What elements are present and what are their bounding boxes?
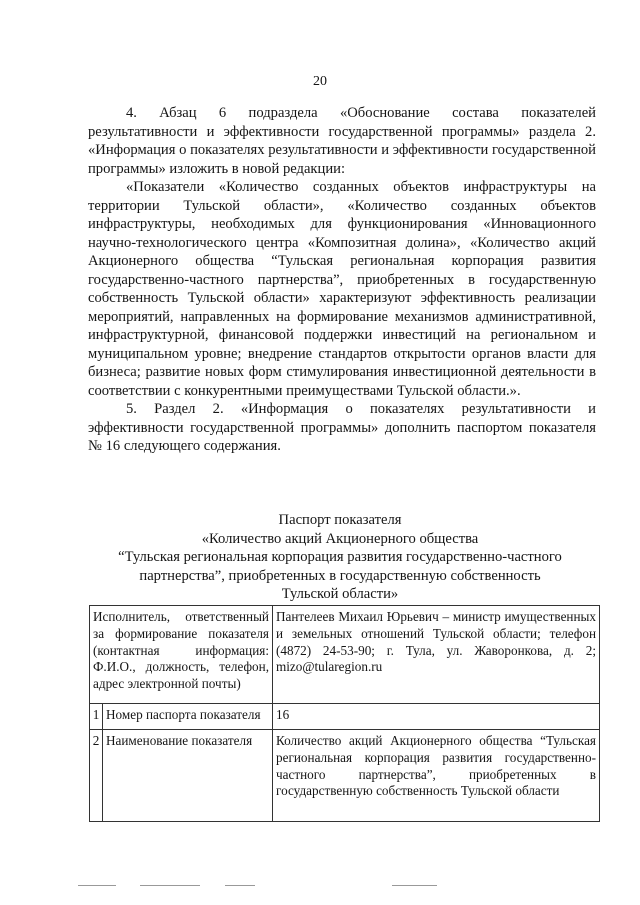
indicator-name-label-cell: Наименование показателя	[103, 730, 273, 822]
table-row	[90, 730, 600, 822]
passport-subtitle-line: Тульской области»	[281, 586, 399, 602]
passport-title: Паспорт показателя	[278, 512, 402, 528]
passport-subtitle-line: «Количество акций Акционерного общества	[201, 530, 479, 547]
paragraph-item-5: 5. Раздел 2. «Информация о показателях результативности и эффективности государственной программы» дополнить паспортом показателя № 16 следующего содержания.	[88, 401, 596, 454]
passport-table	[89, 605, 600, 822]
scan-artifact	[392, 885, 437, 886]
page-number: 20	[313, 74, 327, 89]
executor-label-cell: Исполнитель, ответственный за формирование показателя (контактная информация: Ф.И.О., должность, телефон, адрес электронной почты)	[90, 606, 273, 704]
scan-artifact	[225, 885, 255, 886]
table-row	[90, 704, 600, 730]
table-row	[90, 606, 600, 704]
scan-artifact	[140, 885, 200, 886]
passport-subtitle-line: партнерства”, приобретенных в государственную собственность	[139, 567, 541, 584]
paragraph-item-4: 4. Абзац 6 подраздела «Обоснование состава показателей результативности и эффективности государственной программы» раздела 2. «Информация о показателях результативности и эффективности государственной программы» изложить в новой редакции:	[88, 105, 596, 177]
indicator-name-value-cell: Количество акций Акционерного общества “Тульская региональная корпорация развития государственно-частного партнерства”, приобретенных в государственную собственность Тульской области	[273, 730, 600, 822]
scan-artifact	[78, 885, 116, 886]
passport-heading	[90, 511, 590, 604]
executor-value-cell: Пантелеев Михаил Юрьевич – министр имущественных и земельных отношений Тульской области; телефон (4872) 24-53-90; г. Тула, ул. Жаворонкова, д. 2; mizo@tularegion.ru	[273, 606, 600, 704]
document-body	[88, 104, 596, 456]
passport-number-label-cell: Номер паспорта показателя	[103, 704, 273, 730]
passport-number-value-cell: 16	[273, 704, 600, 730]
paragraph-quoted-indicators: «Показатели «Количество созданных объектов инфраструктуры на территории Тульской области», «Количество созданных объектов инфраструктуры, необходимых для функционирования «Инновационного научно-технологического центра «Композитная долина», «Количество акций Акционерного общества “Тульская региональная корпорация развития государственно-частного партнерства”, приобретенных в государственную собственность Тульской области» характеризуют эффективность реализации мероприятий, направленных на формирование механизмов административной, инфраструктурной, финансовой поддержки инвестиций на региональном и муниципальном уровне; внедрение стандартов открытости органов власти для бизнеса; развитие новых форм стимулирования инвестиционной деятельности в соответствии с конкурентными преимуществами Тульской области.».	[88, 179, 596, 399]
row-number-cell: 1	[90, 704, 103, 730]
passport-subtitle-line: “Тульская региональная корпорация развития государственно-частного	[118, 549, 562, 565]
row-number-cell: 2	[90, 730, 103, 822]
